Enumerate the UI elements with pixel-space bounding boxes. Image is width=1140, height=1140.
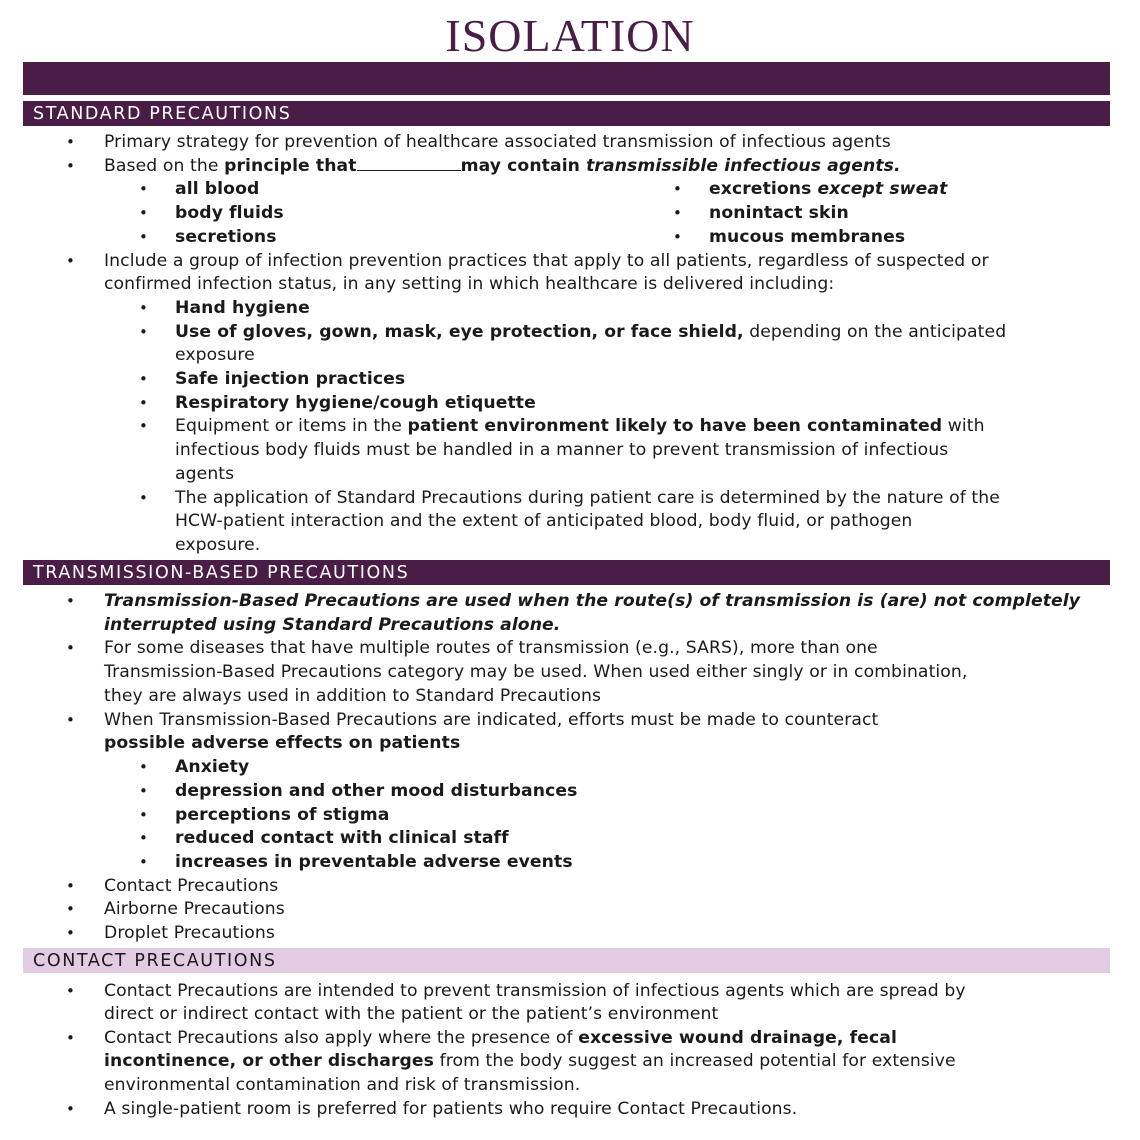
bullet-icon: •	[139, 394, 148, 412]
bullet-icon: •	[66, 1029, 75, 1047]
bullet-icon: •	[139, 370, 148, 388]
list-item: Safe injection practices	[175, 369, 406, 389]
bullet-icon: •	[139, 806, 148, 824]
list-item: Contact Precautions	[104, 876, 279, 896]
list-item: reduced contact with clinical staff	[175, 828, 509, 848]
section-heading-contact: CONTACT PRECAUTIONS	[23, 948, 1110, 973]
list-item: depression and other mood disturbances	[175, 781, 578, 801]
list-item: increases in preventable adverse events	[175, 852, 573, 872]
list-item-continuation: exposure	[175, 345, 255, 365]
bullet-icon: •	[66, 982, 75, 1000]
title-banner	[23, 62, 1110, 95]
list-item: Anxiety	[175, 757, 250, 777]
list-item-continuation: exposure.	[175, 535, 261, 555]
list-item-continuation: confirmed infection status, in any setting in which healthcare is delivered including:	[104, 274, 835, 294]
section-heading-standard: STANDARD PRECAUTIONS	[23, 101, 1110, 126]
bullet-icon: •	[66, 924, 75, 942]
bullet-icon: •	[673, 180, 682, 198]
list-item-continuation: direct or indirect contact with the patient or the patient’s environment	[104, 1004, 719, 1024]
list-item: Transmission-Based Precautions are used when the route(s) of transmission is (are) not completely	[104, 591, 1081, 611]
bullet-icon: •	[66, 711, 75, 729]
bullet-icon: •	[139, 299, 148, 317]
bullet-icon: •	[673, 228, 682, 246]
bullet-icon: •	[66, 592, 75, 610]
list-item-continuation: they are always used in addition to Standard Precautions	[104, 686, 602, 706]
list-item: The application of Standard Precautions during patient care is determined by the nature of the	[175, 488, 1000, 508]
bullet-icon: •	[66, 639, 75, 657]
list-item-continuation: possible adverse effects on patients	[104, 733, 461, 753]
section-heading-transmission: TRANSMISSION-BASED PRECAUTIONS	[23, 560, 1110, 585]
list-item: mucous membranes	[709, 227, 906, 247]
list-item-continuation: environmental contamination and risk of transmission.	[104, 1075, 581, 1095]
bullet-icon: •	[66, 252, 75, 270]
fill-in-blank	[357, 155, 461, 171]
bullet-icon: •	[66, 1100, 75, 1118]
bullet-icon: •	[139, 228, 148, 246]
bullet-icon: •	[139, 758, 148, 776]
bullet-icon: •	[139, 853, 148, 871]
list-item-continuation: Transmission-Based Precautions category may be used. When used either singly or in combination,	[104, 662, 968, 682]
list-item-continuation: interrupted using Standard Precautions alone.	[104, 615, 561, 635]
list-item: body fluids	[175, 203, 284, 223]
list-item: all blood	[175, 179, 260, 199]
list-item: Respiratory hygiene/cough etiquette	[175, 393, 536, 413]
bullet-icon: •	[66, 900, 75, 918]
list-item: Contact Precautions also apply where the presence of excessive wound drainage, fecal	[104, 1028, 897, 1048]
bullet-icon: •	[66, 157, 75, 175]
bullet-icon: •	[66, 877, 75, 895]
bullet-icon: •	[673, 204, 682, 222]
list-item-continuation: infectious body fluids must be handled in a manner to prevent transmission of infectious	[175, 440, 949, 460]
bullet-icon: •	[139, 204, 148, 222]
list-item: Hand hygiene	[175, 298, 310, 318]
list-item: nonintact skin	[709, 203, 849, 223]
bullet-icon: •	[139, 417, 148, 435]
list-item-continuation: incontinence, or other discharges from the body suggest an increased potential for extensive	[104, 1051, 956, 1071]
list-item: When Transmission-Based Precautions are indicated, efforts must be made to counteract	[104, 710, 879, 730]
list-item: Use of gloves, gown, mask, eye protection, or face shield, depending on the anticipated	[175, 322, 1007, 342]
list-item: For some diseases that have multiple routes of transmission (e.g., SARS), more than one	[104, 638, 878, 658]
list-item: Equipment or items in the patient environment likely to have been contaminated with	[175, 416, 985, 436]
list-item: A single-patient room is preferred for patients who require Contact Precautions.	[104, 1099, 798, 1119]
list-item: secretions	[175, 227, 277, 247]
list-item: Based on the principle that may contain transmissible infectious agents.	[104, 156, 901, 176]
list-item: excretions except sweat	[709, 179, 948, 199]
list-item: Primary strategy for prevention of healthcare associated transmission of infectious agents	[104, 132, 891, 152]
bullet-icon: •	[66, 133, 75, 151]
list-item: Droplet Precautions	[104, 923, 275, 943]
page-title: ISOLATION	[445, 10, 695, 61]
list-item: Airborne Precautions	[104, 899, 285, 919]
list-item-continuation: HCW-patient interaction and the extent of anticipated blood, body fluid, or pathogen	[175, 511, 913, 531]
bullet-icon: •	[139, 489, 148, 507]
bullet-icon: •	[139, 323, 148, 341]
list-item: Contact Precautions are intended to prevent transmission of infectious agents which are spread by	[104, 981, 966, 1001]
list-item: Include a group of infection prevention practices that apply to all patients, regardless of suspected or	[104, 251, 989, 271]
list-item: perceptions of stigma	[175, 805, 390, 825]
bullet-icon: •	[139, 782, 148, 800]
list-item-continuation: agents	[175, 464, 235, 484]
bullet-icon: •	[139, 829, 148, 847]
bullet-icon: •	[139, 180, 148, 198]
